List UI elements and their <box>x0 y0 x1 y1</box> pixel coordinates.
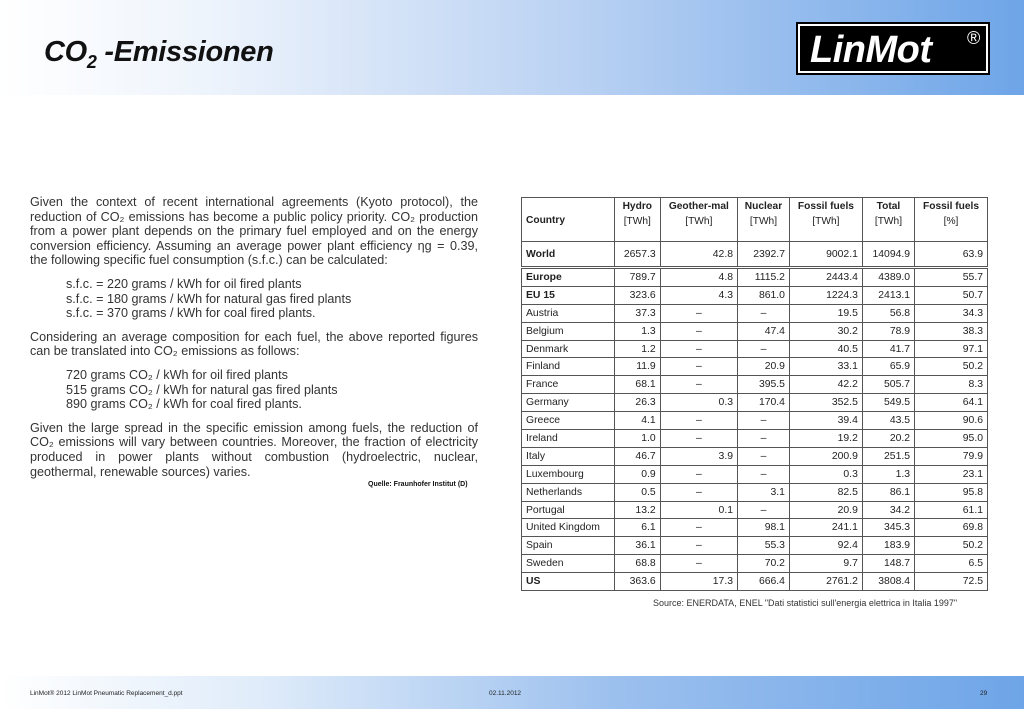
footer-file: LinMot® 2012 LinMot Pneumatic Replacement_d.ppt <box>30 690 183 697</box>
co2-line: 515 grams CO₂ / kWh for natural gas fired plants <box>66 382 338 397</box>
header-geothermal: Geother-mal [TWh] <box>660 198 737 242</box>
table-cell-country: Ireland <box>522 430 615 448</box>
table-cell-value: – <box>738 447 790 465</box>
table-cell-value: – <box>660 358 737 376</box>
table-cell-value: 1.0 <box>614 430 660 448</box>
logo-text: LinMot <box>810 29 932 71</box>
table-cell-value: 41.7 <box>862 340 914 358</box>
table-cell-value: 68.1 <box>614 376 660 394</box>
table-cell-value: 0.1 <box>660 501 737 519</box>
header-nuclear: Nuclear [TWh] <box>738 198 790 242</box>
table-cell-value: – <box>660 519 737 537</box>
table-cell-value: 3808.4 <box>862 573 914 591</box>
co2-line: 720 grams CO₂ / kWh for oil fired plants <box>66 367 288 382</box>
table-cell-country: Denmark <box>522 340 615 358</box>
table-cell-value: – <box>660 322 737 340</box>
table-cell-value: 37.3 <box>614 304 660 322</box>
table-cell-value: 98.1 <box>738 519 790 537</box>
table-cell-value: 170.4 <box>738 394 790 412</box>
table-cell-value: 20.9 <box>738 358 790 376</box>
table-cell-value: 4.1 <box>614 412 660 430</box>
table-cell-value: 36.1 <box>614 537 660 555</box>
table-cell-value: 13.2 <box>614 501 660 519</box>
table-cell-value: – <box>660 430 737 448</box>
body-text <box>30 195 478 479</box>
table-cell-value: 56.8 <box>862 304 914 322</box>
title-co: CO <box>44 36 87 68</box>
table-cell-value: 55.7 <box>915 268 988 287</box>
table-cell-country: France <box>522 376 615 394</box>
table-cell-value: 3.9 <box>660 447 737 465</box>
table-cell-value: 86.1 <box>862 483 914 501</box>
table-cell-value: – <box>738 412 790 430</box>
table-cell-country: World <box>522 242 615 268</box>
table-cell-value: 20.2 <box>862 430 914 448</box>
table-cell-value: 19.5 <box>789 304 862 322</box>
table-cell-value: 26.3 <box>614 394 660 412</box>
table-cell-value: 6.1 <box>614 519 660 537</box>
table-cell-value: 97.1 <box>915 340 988 358</box>
table-cell-value: 1115.2 <box>738 268 790 287</box>
table-cell-value: – <box>660 537 737 555</box>
table-cell-country: Austria <box>522 304 615 322</box>
table-cell-value: 63.9 <box>915 242 988 268</box>
table-cell-value: 95.0 <box>915 430 988 448</box>
emissions-table <box>521 197 988 591</box>
table-cell-value: 82.5 <box>789 483 862 501</box>
table-cell-value: 2443.4 <box>789 268 862 287</box>
table-cell-value: 38.3 <box>915 322 988 340</box>
table-cell-value: – <box>660 483 737 501</box>
table-cell-value: 78.9 <box>862 322 914 340</box>
title-subscript: 2 <box>86 51 97 72</box>
table-row <box>522 286 988 304</box>
table-cell-value: 17.3 <box>660 573 737 591</box>
header-fossil-fuels: Fossil fuels [TWh] <box>789 198 862 242</box>
paragraph-1: Given the context of recent international agreements (Kyoto protocol), the reduction of CO₂ emissions has become a public policy priority. CO₂ production from a power plant depends on the primary fuel employed and on the energy conversion efficiency. Assuming an average power plant efficiency ηg = 0.39, the following specific fuel consumption (s.f.c.) can be calculated: <box>30 195 478 268</box>
table-cell-value: 19.2 <box>789 430 862 448</box>
table-cell-value: 2392.7 <box>738 242 790 268</box>
table-cell-country: Netherlands <box>522 483 615 501</box>
table-cell-value: – <box>660 555 737 573</box>
table-cell-value: 50.2 <box>915 358 988 376</box>
sfc-line: s.f.c. = 370 grams / kWh for coal fired plants. <box>66 306 316 321</box>
table-cell-value: 61.1 <box>915 501 988 519</box>
table-row <box>522 358 988 376</box>
table-cell-value: 42.2 <box>789 376 862 394</box>
table-cell-value: – <box>738 430 790 448</box>
logo-registered-mark: ® <box>966 28 980 48</box>
table-cell-value: 50.7 <box>915 286 988 304</box>
table-cell-value: 200.9 <box>789 447 862 465</box>
table-cell-country: Sweden <box>522 555 615 573</box>
table-cell-value: 33.1 <box>789 358 862 376</box>
table-row <box>522 304 988 322</box>
footer-page-number: 29 <box>980 690 988 697</box>
table-cell-value: 9.7 <box>789 555 862 573</box>
table-row <box>522 268 988 287</box>
table-cell-value: 345.3 <box>862 519 914 537</box>
table-cell-value: 1.2 <box>614 340 660 358</box>
table-cell-country: Belgium <box>522 322 615 340</box>
table-cell-value: 2657.3 <box>614 242 660 268</box>
table-cell-value: 68.8 <box>614 555 660 573</box>
table-cell-country: Finland <box>522 358 615 376</box>
table-cell-value: 95.8 <box>915 483 988 501</box>
table-cell-value: 34.2 <box>862 501 914 519</box>
table-cell-value: 0.9 <box>614 465 660 483</box>
table-cell-value: 34.3 <box>915 304 988 322</box>
table-cell-country: US <box>522 573 615 591</box>
table-row <box>522 394 988 412</box>
table-cell-value: 0.5 <box>614 483 660 501</box>
table-cell-value: 789.7 <box>614 268 660 287</box>
table-row <box>522 322 988 340</box>
table-cell-value: 64.1 <box>915 394 988 412</box>
table-cell-value: – <box>660 465 737 483</box>
table-cell-value: – <box>660 412 737 430</box>
table-cell-country: Italy <box>522 447 615 465</box>
table-cell-value: 3.1 <box>738 483 790 501</box>
table-cell-value: 1.3 <box>614 322 660 340</box>
footer-date: 02.11.2012 <box>489 690 522 697</box>
table-cell-country: Greece <box>522 412 615 430</box>
table-cell-value: 47.4 <box>738 322 790 340</box>
table-cell-value: 11.9 <box>614 358 660 376</box>
header-hydro: Hydro [TWh] <box>614 198 660 242</box>
table-cell-country: Germany <box>522 394 615 412</box>
table-cell-value: 148.7 <box>862 555 914 573</box>
table-cell-value: 241.1 <box>789 519 862 537</box>
table-row <box>522 447 988 465</box>
table-cell-value: 363.6 <box>614 573 660 591</box>
table-cell-value: 42.8 <box>660 242 737 268</box>
table-cell-value: 0.3 <box>789 465 862 483</box>
header-country: Country <box>522 198 615 242</box>
table-cell-value: 2413.1 <box>862 286 914 304</box>
table-cell-country: United Kingdom <box>522 519 615 537</box>
paragraph-3: Given the large spread in the specific emission among fuels, the reduction of CO₂ emissions will vary between countries. Moreover, the fraction of electricity produced in power plants without combustion (hydroelectric, nuclear, geothermal, renewable sources) varies. <box>30 420 478 479</box>
table-row <box>522 430 988 448</box>
table-cell-country: Luxembourg <box>522 465 615 483</box>
table-cell-value: 40.5 <box>789 340 862 358</box>
sfc-line: s.f.c. = 220 grams / kWh for oil fired plants <box>66 276 302 291</box>
table-cell-value: 50.2 <box>915 537 988 555</box>
table-cell-value: 0.3 <box>660 394 737 412</box>
table-cell-value: 6.5 <box>915 555 988 573</box>
table-row <box>522 501 988 519</box>
table-cell-value: 9002.1 <box>789 242 862 268</box>
table-cell-country: Europe <box>522 268 615 287</box>
table-cell-value: 4.3 <box>660 286 737 304</box>
table-cell-value: 23.1 <box>915 465 988 483</box>
table-cell-value: 666.4 <box>738 573 790 591</box>
table-cell-value: – <box>738 304 790 322</box>
table-cell-value: 549.5 <box>862 394 914 412</box>
table-cell-value: – <box>660 304 737 322</box>
table-cell-value: 395.5 <box>738 376 790 394</box>
table-cell-value: 46.7 <box>614 447 660 465</box>
table-cell-value: 505.7 <box>862 376 914 394</box>
table-cell-value: 352.5 <box>789 394 862 412</box>
table-cell-value: 30.2 <box>789 322 862 340</box>
table-row <box>522 465 988 483</box>
table-row <box>522 519 988 537</box>
table-cell-value: 79.9 <box>915 447 988 465</box>
table-cell-value: – <box>660 376 737 394</box>
table-row <box>522 555 988 573</box>
table-header-row <box>522 198 988 242</box>
table-cell-value: 4.8 <box>660 268 737 287</box>
table-cell-value: – <box>738 465 790 483</box>
table-cell-value: 70.2 <box>738 555 790 573</box>
table-cell-value: 1224.3 <box>789 286 862 304</box>
page-title <box>44 36 274 73</box>
table-cell-value: – <box>660 340 737 358</box>
table-row <box>522 573 988 591</box>
header-fossil-percent: Fossil fuels [%] <box>915 198 988 242</box>
table-row <box>522 340 988 358</box>
header-total: Total [TWh] <box>862 198 914 242</box>
table-row <box>522 412 988 430</box>
table-cell-value: 1.3 <box>862 465 914 483</box>
paragraph-2: Considering an average composition for each fuel, the above reported figures can be translated into CO₂ emissions as follows: <box>30 329 478 359</box>
table-cell-value: 8.3 <box>915 376 988 394</box>
quelle-citation: Quelle: Fraunhofer Institut (D) <box>368 481 468 488</box>
table-cell-country: Portugal <box>522 501 615 519</box>
table-cell-value: 39.4 <box>789 412 862 430</box>
table-cell-value: 20.9 <box>789 501 862 519</box>
table-cell-value: 55.3 <box>738 537 790 555</box>
table-cell-value: 183.9 <box>862 537 914 555</box>
table-cell-value: – <box>738 501 790 519</box>
table-cell-value: 90.6 <box>915 412 988 430</box>
title-rest: -Emissionen <box>96 36 274 68</box>
table-cell-value: 69.8 <box>915 519 988 537</box>
table-row <box>522 483 988 501</box>
table-cell-value: – <box>738 340 790 358</box>
table-cell-country: EU 15 <box>522 286 615 304</box>
table-cell-value: 72.5 <box>915 573 988 591</box>
co2-line: 890 grams CO₂ / kWh for coal fired plants. <box>66 397 302 412</box>
table-source: Source: ENERDATA, ENEL "Dati statistici sull'energia elettrica in Italia 1997" <box>653 598 958 608</box>
table-cell-value: 4389.0 <box>862 268 914 287</box>
table-cell-value: 14094.9 <box>862 242 914 268</box>
table-cell-country: Spain <box>522 537 615 555</box>
table-cell-value: 323.6 <box>614 286 660 304</box>
table-cell-value: 2761.2 <box>789 573 862 591</box>
table-row <box>522 376 988 394</box>
table-cell-value: 861.0 <box>738 286 790 304</box>
table-cell-value: 43.5 <box>862 412 914 430</box>
table-cell-value: 65.9 <box>862 358 914 376</box>
table-row <box>522 537 988 555</box>
table-row <box>522 242 988 268</box>
table-cell-value: 251.5 <box>862 447 914 465</box>
sfc-line: s.f.c. = 180 grams / kWh for natural gas fired plants <box>66 291 352 306</box>
table-cell-value: 92.4 <box>789 537 862 555</box>
linmot-logo <box>798 24 988 73</box>
